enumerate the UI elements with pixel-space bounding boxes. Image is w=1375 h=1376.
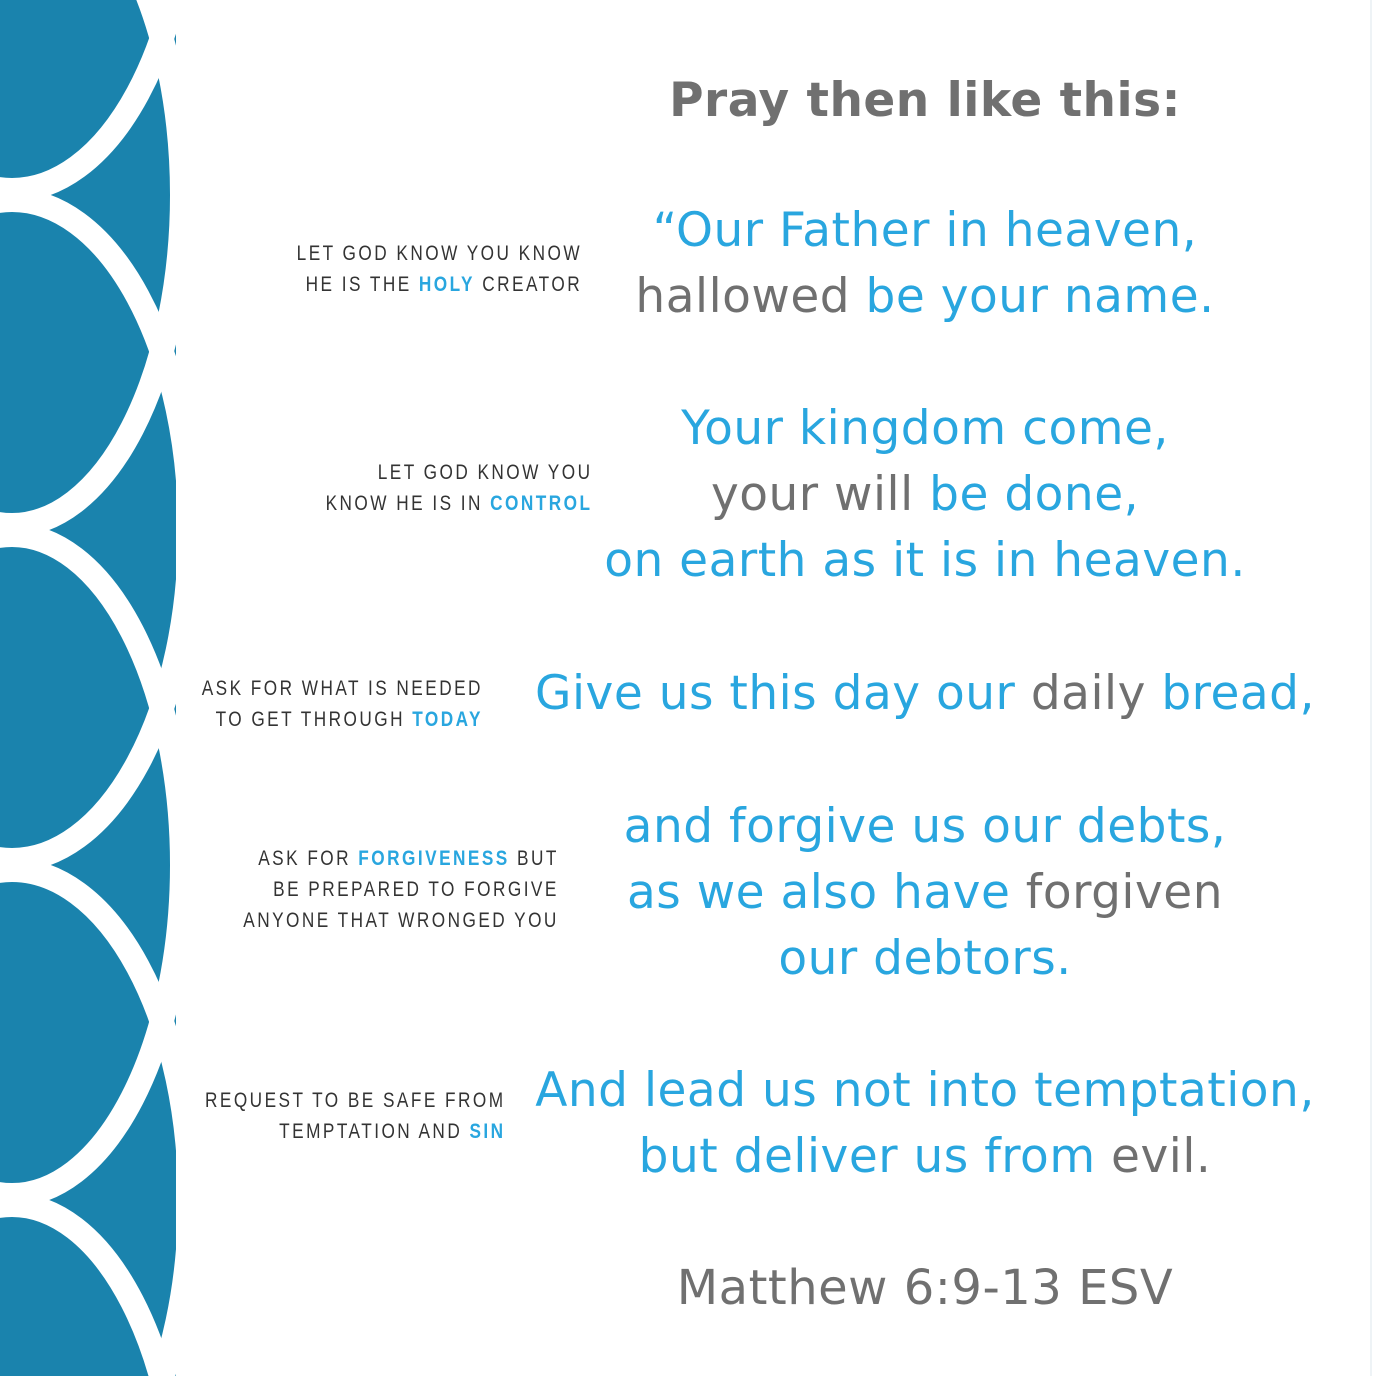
note-keyword: FORGIVENESS — [358, 847, 510, 870]
note-text: BUT — [509, 847, 559, 870]
note-keyword: SIN — [469, 1120, 506, 1143]
verse-segment: evil. — [1111, 1129, 1212, 1184]
verse-segment: on earth as it is in heaven. — [604, 533, 1246, 588]
note-text: HE IS THE — [305, 273, 419, 296]
page-title: Pray then like this: — [669, 73, 1181, 128]
verse-line — [480, 794, 1370, 860]
verse-line — [480, 1124, 1370, 1190]
decorative-banner — [0, 0, 176, 1376]
note-text: CREATOR — [474, 273, 582, 296]
verse-segment: but deliver us from — [638, 1129, 1112, 1184]
note-line — [202, 704, 483, 735]
note-text: TO GET THROUGH — [215, 708, 413, 731]
verse-segment: hallowed — [635, 269, 866, 324]
verse-line — [480, 1058, 1370, 1124]
note-text: BE PREPARED TO FORGIVE — [273, 878, 559, 901]
verse-segment: our debtors. — [778, 931, 1072, 986]
verse-line — [480, 926, 1370, 992]
note-keyword: TODAY — [412, 708, 483, 731]
verse-kingdom — [480, 396, 1370, 594]
verse-segment: bread, — [1161, 666, 1315, 721]
verse-temptation — [480, 1058, 1370, 1190]
note-text: ANYONE THAT WRONGED YOU — [243, 909, 559, 932]
note-text: LET GOD KNOW YOU — [378, 461, 593, 484]
verse-segment: and forgive us our debts, — [623, 799, 1227, 854]
verse-line — [480, 462, 1370, 528]
verse-segment: be done, — [929, 467, 1140, 522]
verse-line — [480, 198, 1370, 264]
note-text: TEMPTATION AND — [279, 1120, 470, 1143]
verse-line — [480, 264, 1370, 330]
verse-line — [480, 860, 1370, 926]
verse-segment: daily — [1030, 666, 1162, 721]
verse-hallowed — [480, 198, 1370, 330]
note-line — [202, 673, 483, 704]
note-sin — [205, 1085, 506, 1147]
verse-line — [480, 661, 1370, 727]
note-text: ASK FOR WHAT IS NEEDED — [201, 677, 483, 700]
note-line — [205, 1085, 506, 1116]
note-keyword: HOLY — [418, 273, 475, 296]
verse-segment: “Our Father in heaven, — [652, 203, 1198, 258]
verse-segment: forgiven — [1025, 865, 1224, 920]
note-text: ASK FOR — [258, 847, 359, 870]
verse-segment: your will — [710, 467, 930, 522]
verse-line — [480, 396, 1370, 462]
verse-forgive — [480, 794, 1370, 992]
verse-segment: Give us this day our — [535, 666, 1031, 721]
verse-line — [480, 528, 1370, 594]
note-keyword: CONTROL — [490, 492, 593, 515]
note-text: KNOW HE IS IN — [326, 492, 491, 515]
note-text: REQUEST TO BE SAFE FROM — [205, 1089, 506, 1112]
verse-segment: Your kingdom come, — [681, 401, 1169, 456]
note-line — [205, 1116, 506, 1147]
note-today — [202, 673, 483, 735]
right-edge-line — [1370, 0, 1372, 1376]
verse-segment: be your name. — [865, 269, 1215, 324]
verse-daily-bread — [480, 661, 1370, 727]
verse-segment: as we also have — [626, 865, 1026, 920]
note-text: LET GOD KNOW YOU KNOW — [296, 242, 582, 265]
verse-segment: And lead us not into temptation, — [535, 1063, 1315, 1118]
scripture-reference: Matthew 6:9-13 ESV — [676, 1260, 1174, 1316]
